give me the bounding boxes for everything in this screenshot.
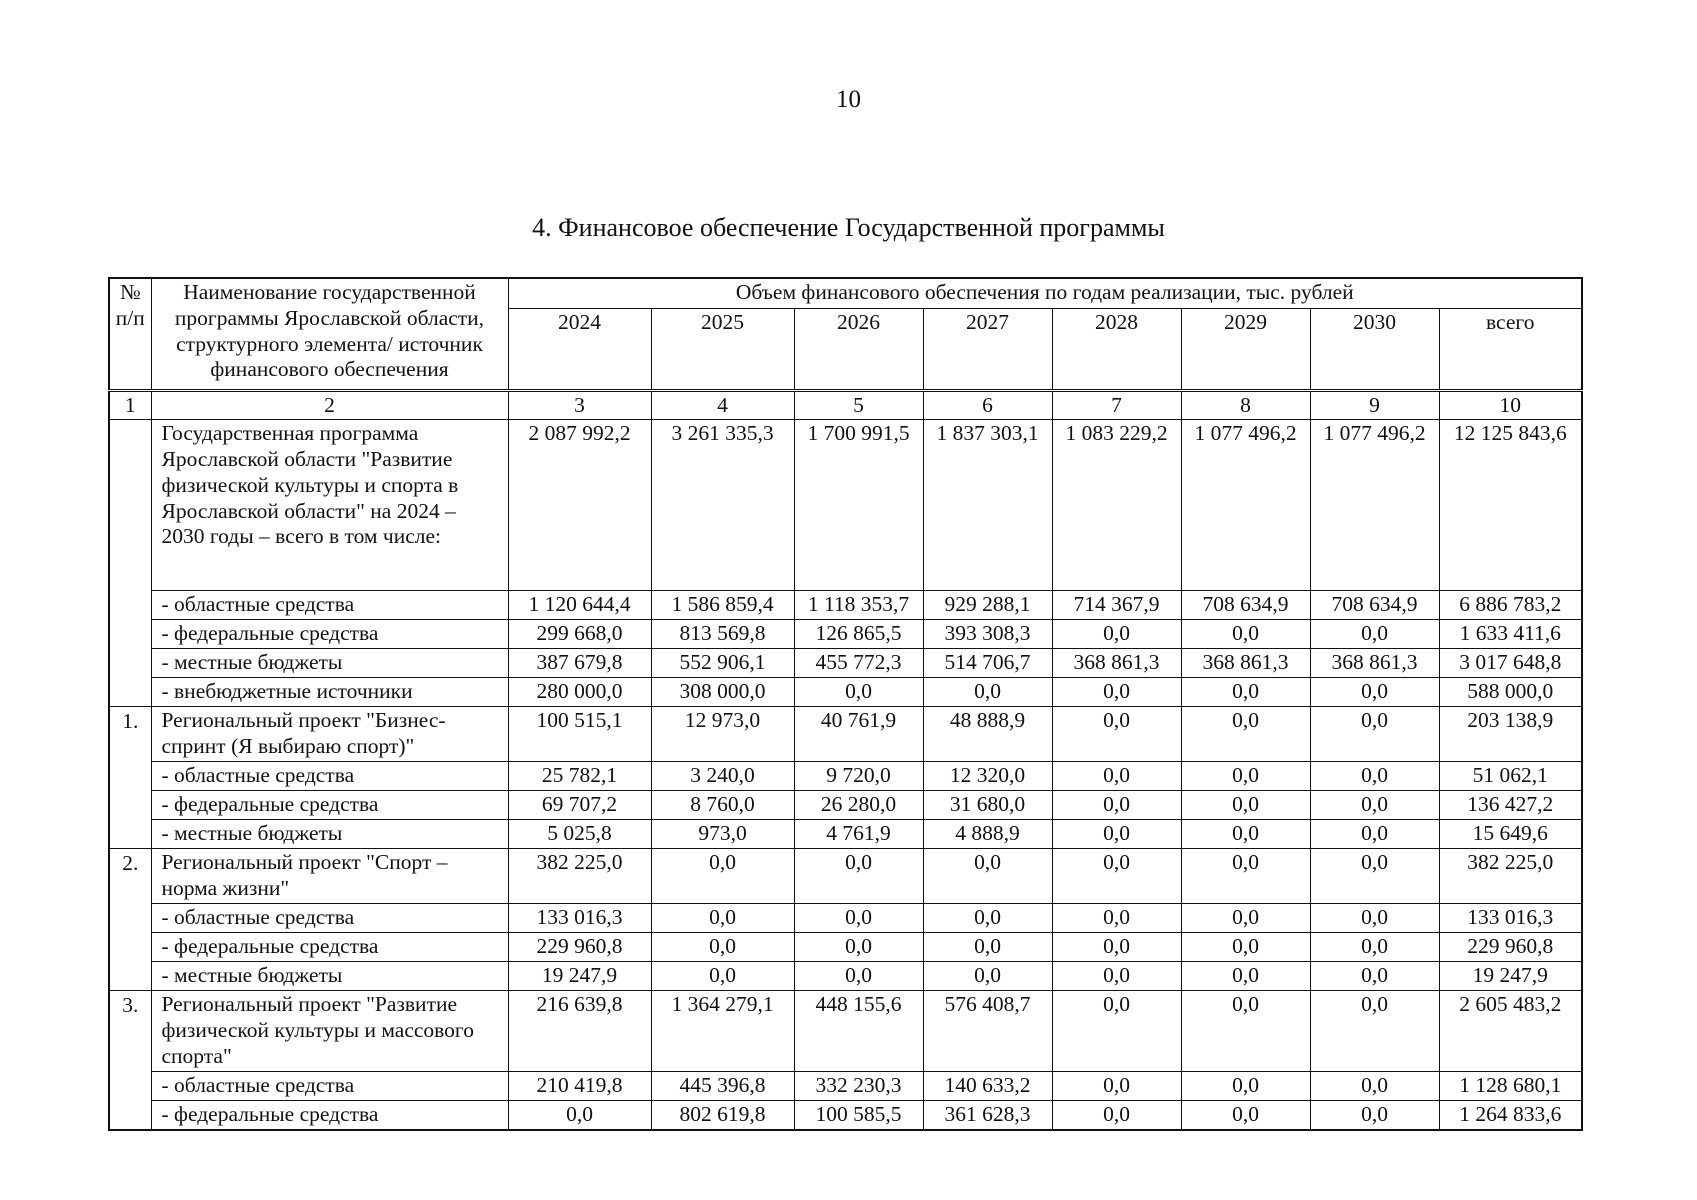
header-year-total: всего [1439,308,1582,390]
header-volume-caption: Объем финансового обеспечения по годам реализации, тыс. рублей [508,278,1582,308]
header-year: 2030 [1310,308,1439,390]
row-value: 133 016,3 [508,904,651,933]
row-value: 0,0 [1052,620,1181,649]
header-year: 2028 [1052,308,1181,390]
row-number [109,1072,151,1101]
row-value: 0,0 [923,962,1052,991]
row-value: 5 025,8 [508,820,651,849]
row-value: 0,0 [1052,791,1181,820]
row-number [109,649,151,678]
row-value: 0,0 [1310,678,1439,707]
row-value: 308 000,0 [651,678,794,707]
row-value: 40 761,9 [794,707,923,762]
row-value: 0,0 [1052,849,1181,904]
row-value: 19 247,9 [508,962,651,991]
row-value: 332 230,3 [794,1072,923,1101]
row-value: 48 888,9 [923,707,1052,762]
row-value: 100 585,5 [794,1101,923,1130]
row-number [109,904,151,933]
row-name: - местные бюджеты [151,649,508,678]
table-row [109,591,1582,620]
row-number [109,762,151,791]
row-name: - областные средства [151,591,508,620]
row-value: 0,0 [1310,849,1439,904]
row-value: 69 707,2 [508,791,651,820]
row-name: - областные средства [151,1072,508,1101]
row-value: 1 083 229,2 [1052,420,1181,591]
row-value: 0,0 [1310,762,1439,791]
row-value: 0,0 [1181,849,1310,904]
row-name: Региональный проект "Спорт – норма жизни" [151,849,508,904]
row-name: Региональный проект "Бизнес-спринт (Я выбираю спорт)" [151,707,508,762]
row-value: 0,0 [1052,991,1181,1072]
row-value: 126 865,5 [794,620,923,649]
row-value: 368 861,3 [1181,649,1310,678]
row-name: - областные средства [151,904,508,933]
row-value: 0,0 [1052,762,1181,791]
row-value: 0,0 [1181,707,1310,762]
row-value: 361 628,3 [923,1101,1052,1130]
row-value: 12 320,0 [923,762,1052,791]
row-total-value: 19 247,9 [1439,962,1582,991]
row-number [109,820,151,849]
row-value: 4 888,9 [923,820,1052,849]
table-row [109,1101,1582,1130]
row-value: 0,0 [508,1101,651,1130]
row-name: - местные бюджеты [151,820,508,849]
column-number: 4 [651,390,794,420]
table-row [109,904,1582,933]
row-value: 448 155,6 [794,991,923,1072]
row-value: 0,0 [1052,1072,1181,1101]
row-value: 552 906,1 [651,649,794,678]
row-value: 3 261 335,3 [651,420,794,591]
header-year: 2025 [651,308,794,390]
row-value: 714 367,9 [1052,591,1181,620]
header-no: № п/п [109,278,151,390]
row-value: 514 706,7 [923,649,1052,678]
row-value: 0,0 [1181,1101,1310,1130]
row-value: 0,0 [1052,933,1181,962]
header-row [109,278,1582,308]
column-number: 6 [923,390,1052,420]
row-number: 3. [109,991,151,1072]
header-year: 2029 [1181,308,1310,390]
row-total-value: 6 886 783,2 [1439,591,1582,620]
column-number: 9 [1310,390,1439,420]
column-number: 1 [109,390,151,420]
row-value: 25 782,1 [508,762,651,791]
row-number [109,620,151,649]
row-value: 0,0 [923,849,1052,904]
row-value: 1 120 644,4 [508,591,651,620]
column-numbers-row [109,390,1582,420]
row-value: 1 586 859,4 [651,591,794,620]
row-number [109,591,151,620]
page-number: 10 [836,86,861,113]
row-number [109,933,151,962]
row-total-value: 382 225,0 [1439,849,1582,904]
row-value: 0,0 [1181,933,1310,962]
table-row [109,849,1582,904]
row-value: 1 364 279,1 [651,991,794,1072]
row-value: 1 118 353,7 [794,591,923,620]
row-value: 708 634,9 [1181,591,1310,620]
row-value: 12 973,0 [651,707,794,762]
row-total-value: 1 264 833,6 [1439,1101,1582,1130]
row-value: 1 077 496,2 [1181,420,1310,591]
row-value: 0,0 [1052,678,1181,707]
row-value: 1 700 991,5 [794,420,923,591]
row-total-value: 229 960,8 [1439,933,1582,962]
row-value: 0,0 [1310,904,1439,933]
row-number [109,420,151,591]
row-value: 1 837 303,1 [923,420,1052,591]
header-name: Наименование государственной программы Ярославской области, структурного элемента/ источник финансового обеспечения [151,278,508,390]
table-row [109,762,1582,791]
column-number: 10 [1439,390,1582,420]
row-value: 0,0 [1310,820,1439,849]
row-value: 100 515,1 [508,707,651,762]
row-name: - федеральные средства [151,791,508,820]
table-row [109,649,1582,678]
row-total-value: 15 649,6 [1439,820,1582,849]
table-row [109,933,1582,962]
row-value: 387 679,8 [508,649,651,678]
section-title: 4. Финансовое обеспечение Государственной программы [532,213,1165,242]
column-number: 2 [151,390,508,420]
row-value: 0,0 [1181,991,1310,1072]
table-row [109,1072,1582,1101]
row-value: 0,0 [651,962,794,991]
row-value: 368 861,3 [1310,649,1439,678]
row-name: - федеральные средства [151,933,508,962]
row-value: 708 634,9 [1310,591,1439,620]
row-value: 299 668,0 [508,620,651,649]
row-value: 280 000,0 [508,678,651,707]
row-value: 576 408,7 [923,991,1052,1072]
row-value: 0,0 [1052,904,1181,933]
row-number: 1. [109,707,151,762]
row-number [109,791,151,820]
row-value: 0,0 [923,904,1052,933]
row-number: 2. [109,849,151,904]
row-value: 0,0 [1052,820,1181,849]
row-value: 4 761,9 [794,820,923,849]
row-value: 8 760,0 [651,791,794,820]
row-number [109,962,151,991]
row-value: 0,0 [794,962,923,991]
row-value: 0,0 [1181,1072,1310,1101]
row-number [109,1101,151,1130]
row-value: 0,0 [923,933,1052,962]
row-value: 31 680,0 [923,791,1052,820]
column-number: 7 [1052,390,1181,420]
column-number: 8 [1181,390,1310,420]
row-value: 0,0 [923,678,1052,707]
row-value: 445 396,8 [651,1072,794,1101]
row-total-value: 203 138,9 [1439,707,1582,762]
row-value: 0,0 [1052,707,1181,762]
row-name: - областные средства [151,762,508,791]
row-total-value: 588 000,0 [1439,678,1582,707]
row-value: 0,0 [1181,762,1310,791]
row-value: 813 569,8 [651,620,794,649]
row-name: - внебюджетные источники [151,678,508,707]
row-value: 0,0 [1052,1101,1181,1130]
table-row [109,791,1582,820]
row-value: 0,0 [1181,904,1310,933]
row-total-value: 3 017 648,8 [1439,649,1582,678]
row-value: 802 619,8 [651,1101,794,1130]
row-number [109,678,151,707]
table-row [109,991,1582,1072]
row-value: 0,0 [1310,707,1439,762]
table-row [109,420,1582,591]
row-value: 0,0 [651,933,794,962]
row-value: 229 960,8 [508,933,651,962]
row-value: 0,0 [794,933,923,962]
table-row [109,620,1582,649]
row-value: 368 861,3 [1052,649,1181,678]
row-value: 382 225,0 [508,849,651,904]
row-total-value: 136 427,2 [1439,791,1582,820]
row-total-value: 133 016,3 [1439,904,1582,933]
row-value: 455 772,3 [794,649,923,678]
row-total-value: 51 062,1 [1439,762,1582,791]
row-name: - федеральные средства [151,620,508,649]
row-value: 0,0 [1052,962,1181,991]
row-value: 0,0 [1310,991,1439,1072]
row-value: 393 308,3 [923,620,1052,649]
row-value: 973,0 [651,820,794,849]
row-value: 9 720,0 [794,762,923,791]
row-value: 0,0 [1310,1101,1439,1130]
row-value: 0,0 [1310,962,1439,991]
row-total-value: 1 128 680,1 [1439,1072,1582,1101]
row-value: 0,0 [1310,791,1439,820]
row-total-value: 2 605 483,2 [1439,991,1582,1072]
row-value: 0,0 [1310,620,1439,649]
row-value: 0,0 [794,678,923,707]
row-value: 0,0 [1181,962,1310,991]
row-value: 2 087 992,2 [508,420,651,591]
row-value: 26 280,0 [794,791,923,820]
row-value: 0,0 [1181,678,1310,707]
row-value: 3 240,0 [651,762,794,791]
table-row [109,678,1582,707]
row-value: 0,0 [651,849,794,904]
row-value: 0,0 [651,904,794,933]
row-value: 1 077 496,2 [1310,420,1439,591]
row-value: 0,0 [1310,1072,1439,1101]
row-value: 0,0 [1181,791,1310,820]
row-name: Региональный проект "Развитие физической культуры и массового спорта" [151,991,508,1072]
row-name: Государственная программа Ярославской области "Развитие физической культуры и спорта в Ярославской области" на 2024 – 2030 годы – всего в том числе: [151,420,508,591]
row-value: 929 288,1 [923,591,1052,620]
header-year: 2024 [508,308,651,390]
column-number: 3 [508,390,651,420]
financing-table [108,277,1583,1131]
row-total-value: 12 125 843,6 [1439,420,1582,591]
table-row [109,820,1582,849]
row-value: 0,0 [1181,820,1310,849]
row-value: 140 633,2 [923,1072,1052,1101]
row-value: 210 419,8 [508,1072,651,1101]
row-value: 216 639,8 [508,991,651,1072]
row-name: - местные бюджеты [151,962,508,991]
header-year: 2026 [794,308,923,390]
row-value: 0,0 [1310,933,1439,962]
row-value: 0,0 [794,904,923,933]
header-year: 2027 [923,308,1052,390]
row-total-value: 1 633 411,6 [1439,620,1582,649]
row-value: 0,0 [794,849,923,904]
row-name: - федеральные средства [151,1101,508,1130]
table-row [109,962,1582,991]
row-value: 0,0 [1181,620,1310,649]
table-row [109,707,1582,762]
column-number: 5 [794,390,923,420]
